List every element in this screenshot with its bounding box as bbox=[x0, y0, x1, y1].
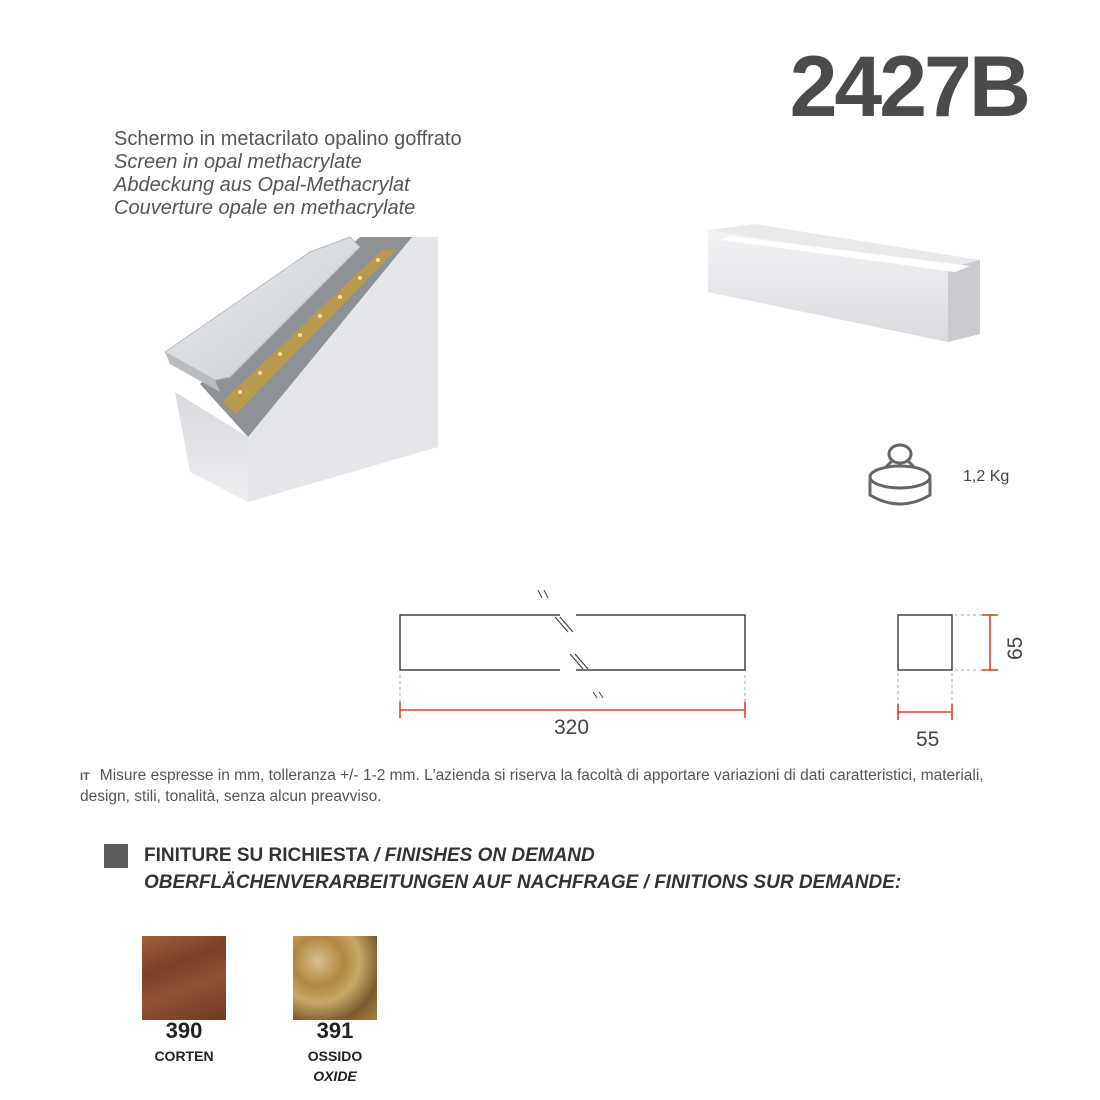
product-description bbox=[114, 128, 462, 220]
break-symbol-bottom bbox=[593, 692, 603, 698]
finish-code: 391 bbox=[316, 1018, 354, 1043]
finishes-heading-fr: / FINITIONS SUR DEMANDE: bbox=[643, 872, 902, 893]
product-render-image bbox=[700, 222, 985, 347]
description-en: Screen in opal methacrylate bbox=[114, 151, 362, 173]
finish-name: CORTEN bbox=[154, 1048, 214, 1064]
width-value: 55 bbox=[916, 728, 940, 751]
finishes-heading-it: FINITURE SU RICHIESTA bbox=[144, 845, 369, 866]
finishes-heading-en: / FINISHES ON DEMAND bbox=[374, 845, 595, 866]
note-text: Misure espresse in mm, tolleranza +/- 1-2 mm. L'azienda si riserva la facoltà di apportare variazioni di dati caratteristici, materiali, design, stili, tonalità, senza alcun preavviso. bbox=[80, 767, 984, 805]
profile-detail-image bbox=[160, 232, 450, 512]
finish-name: OSSIDO bbox=[307, 1048, 363, 1064]
section-marker-square bbox=[104, 844, 128, 868]
finish-name-alt: OXIDE bbox=[313, 1068, 357, 1084]
description-it: Schermo in metacrilato opalino goffrato bbox=[114, 128, 462, 150]
technical-drawing bbox=[390, 580, 1050, 730]
height-value: 65 bbox=[1004, 636, 1027, 660]
weight-label: 1,2 Kg bbox=[963, 468, 1010, 485]
description-de: Abdeckung aus Opal-Methacrylat bbox=[114, 174, 410, 196]
finish-swatch-corten[interactable] bbox=[142, 936, 226, 1020]
length-value: 320 bbox=[554, 716, 590, 739]
note-language: IT bbox=[80, 771, 90, 783]
finish-swatch-ossido[interactable] bbox=[293, 936, 377, 1020]
finish-code: 390 bbox=[165, 1018, 203, 1043]
description-fr: Couverture opale en methacrylate bbox=[114, 197, 416, 219]
section-view-outline bbox=[898, 615, 952, 670]
product-code: 2427B bbox=[789, 39, 1028, 135]
weight-icon bbox=[866, 443, 934, 509]
finishes-heading-de: OBERFLÄCHENVERARBEITUNGEN AUF NACHFRAGE bbox=[144, 872, 639, 893]
disclaimer-note bbox=[80, 766, 1030, 807]
break-symbol-top bbox=[538, 590, 548, 598]
finishes-heading bbox=[104, 842, 901, 896]
